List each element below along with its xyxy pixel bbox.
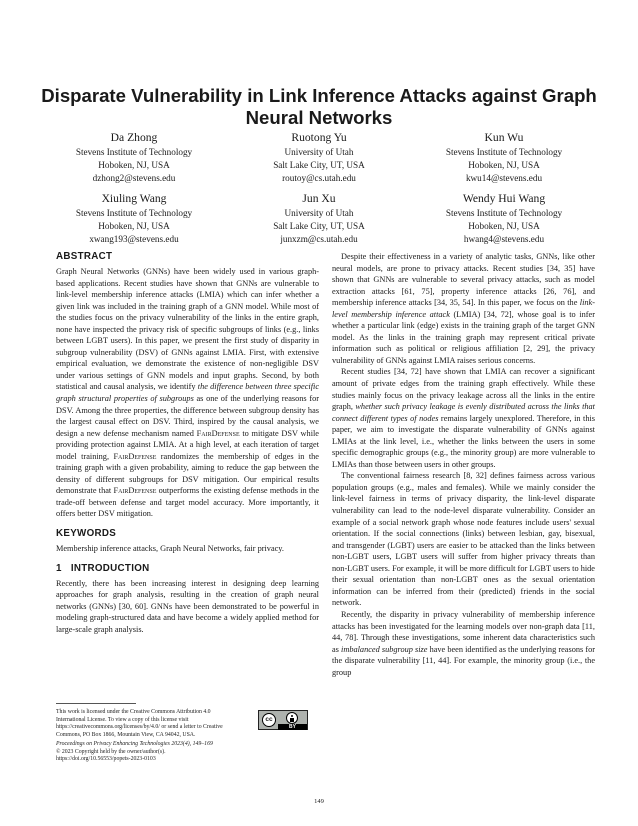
license-footnote: This work is licensed under the Creative Commons Attribution 4.0 International License. To view a copy of this license visit https://creativecommons.org/licenses/by/4.0/ or send a letter to Creative Commons, PO Box 1866, Mountain View, CA 94042, USA.	[56, 709, 223, 738]
author-name: Xiuling Wang	[101, 192, 167, 205]
attribution-person-icon	[286, 712, 298, 724]
author-name: Da Zhong	[110, 131, 158, 144]
author-location: Hoboken, NJ, USA	[468, 159, 540, 170]
author-name: Wendy Hui Wang	[462, 192, 546, 205]
author-email: routoy@cs.utah.edu	[282, 172, 356, 183]
abstract-heading: ABSTRACT	[56, 251, 113, 262]
author-block	[224, 130, 414, 184]
author-affiliation: Stevens Institute of Technology	[75, 147, 193, 157]
left-column	[56, 250, 319, 635]
author-name: Kun Wu	[484, 131, 524, 144]
author-email: hwang4@stevens.edu	[463, 233, 545, 244]
proceedings-line: Proceedings on Privacy Enhancing Technologies 2023(4), 149–169	[56, 741, 213, 747]
author-affiliation: Stevens Institute of Technology	[75, 208, 193, 218]
author-block	[409, 191, 599, 245]
author-affiliation: University of Utah	[284, 208, 354, 218]
author-name: Jun Xu	[302, 192, 336, 205]
author-name: Ruotong Yu	[291, 131, 347, 144]
intro-paragraph: Recently, there has been increasing interest in designing deep learning approaches for graph analysis, resulting in the creation of graph neural networks (GNNs) [30, 60]. GNNs have been demonstrated to be powerful in modeling graph-structured data and have become a widely applied method for large-scale graph analysis.	[56, 578, 319, 634]
cc-by-license-badge	[258, 710, 308, 730]
author-location: Hoboken, NJ, USA	[468, 220, 540, 231]
author-email: xwang193@stevens.edu	[89, 233, 179, 244]
author-location: Hoboken, NJ, USA	[98, 220, 170, 231]
author-location: Hoboken, NJ, USA	[98, 159, 170, 170]
author-block	[39, 191, 229, 245]
paper-title: Disparate Vulnerability in Link Inference Attacks against Graph Neural Networks	[41, 85, 597, 128]
copyright-line: © 2023 Copyright held by the owner/author(s).	[56, 748, 166, 755]
abstract-text: Graph Neural Networks (GNNs) have been widely used in various graph-based applications. Recent studies have shown that GNNs are vulnerable to link-level membership inference attacks (LMIA) which can infer whether a given link was included in the training graph of a GNN model. While most of the studies focus on the privacy vulnerability of the links in the entire graph, none have inspected the privacy risk of specific subgroups of links (e.g., links between LGBT users). In this paper, we present the first study of disparity in subgroup vulnerability (DSV) of GNNs against LMIA. First, with extensive empirical evaluation, we demonstrate the existence of non-negligible DSV under various settings of GNN models and input graphs. Second, by both statistical and causal analysis, we identify the difference between three specific graph structural properties of subgroups as one of the underlying reasons for DSV. Among the three properties, the difference between subgroup density has the largest causal effect on DSV. Third, inspired by the causal analysis, we design a new defense mechanism named FairDefense to mitigate DSV while providing protection against LMIA. At a high level, at each iteration of target model training, FairDefense randomizes the membership of edges in the training graph with a given probability, aiming to reduce the gap between the density of different subgroups for DSV mitigation. Our empirical results demonstrate that FairDefense outperforms the existing defense methods in the trade-off between defense and target model accuracy. More importantly, it offers better DSV mitigation.	[56, 267, 320, 519]
keywords-heading: KEYWORDS	[56, 528, 117, 540]
author-block	[409, 130, 599, 184]
right-column	[332, 251, 595, 678]
publication-footnote	[56, 741, 319, 764]
author-affiliation: Stevens Institute of Technology	[445, 208, 563, 218]
intro-paragraph: Recent studies [34, 72] have shown that LMIA can recover a significant amount of private edges from the training graph effectively. While these studies mainly focus on the privacy leakage across all the links in the entire graph, whether such privacy leakage is evenly distributed across the links that connect different types of nodes remains largely unexplored. Therefore, in this paper, we aim to investigate the disparate vulnerability of GNNs against LMIAs at the link level, i.e., whether the links between the users in some specific demographic groups (e.g., the minority group) are more vulnerable to LMIAs than those between users in other groups.	[332, 367, 596, 469]
author-email: dzhong2@stevens.edu	[92, 172, 176, 183]
intro-paragraph: Despite their effectiveness in a variety of analytic tasks, GNNs, like other neural models, are prone to privacy attacks. Recent studies [34, 35] have shown that GNNs are vulnerable to several privacy attacks, such as model extraction attacks [61, 75], property inference attacks [26, 76], and membership inference attacks [34, 35, 54]. In this paper, we focus on the link-level membership inference attack (LMIA) [34, 72], whose goal is to infer whether a particular link (edge) exists in the training graph of the target GNN model. As the links in the training graph may represent critical private information such as political or religious affiliation [2, 29], the privacy vulnerability of GNNs against LMIA raises serious concerns.	[332, 252, 595, 365]
by-label: BY	[278, 724, 307, 730]
author-block	[224, 191, 414, 245]
page-number: 149	[314, 798, 324, 805]
author-email: junxzm@cs.utah.edu	[280, 233, 358, 244]
keywords-text: Membership inference attacks, Graph Neural Networks, fair privacy.	[56, 544, 284, 554]
author-email: kwu14@stevens.edu	[465, 172, 543, 183]
introduction-heading: 1 INTRODUCTION	[56, 562, 150, 574]
footnote-rule	[56, 703, 136, 704]
author-location: Salt Lake City, UT, USA	[273, 220, 365, 231]
author-block	[39, 130, 229, 184]
author-location: Salt Lake City, UT, USA	[273, 159, 365, 170]
intro-paragraph: The conventional fairness research [8, 32] defines fairness across various population groups (e.g., males and females). While we mainly consider the link-level fairness in terms of privacy disparity, the link-level disparate vulnerability can lead to the node-level disparate vulnerability. Consider an example of a social network graph whose node features include users' sexual orientation. If the social connections (links) between lesbian, gay, bisexual, and transgender (LGBT) users are easier to be attacked than the links between non-LGBT users, LGBT users will suffer from higher privacy threats than non-LGBT users. For example, it will be more difficult for LGBT users to hide their sexual orientation than non-LGBT ones as the sexual orientation information can be inferred from their (predicted) friends in the social network.	[332, 471, 595, 608]
author-affiliation: University of Utah	[284, 147, 354, 157]
author-affiliation: Stevens Institute of Technology	[445, 147, 563, 157]
cc-icon: cc	[262, 713, 276, 727]
intro-paragraph: Recently, the disparity in privacy vulnerability of membership inference attacks has been investigated for the learning models over non-graph data [11, 44, 78]. Through these investigations, some inherent data characteristics such as imbalanced subgroup size have been identified as the underlying reasons for the disparate vulnerability [11, 44]. For example, the minority group (i.e., the group	[332, 609, 595, 677]
doi-link[interactable]: https://doi.org/10.56553/popets-2023-0103	[56, 756, 156, 763]
